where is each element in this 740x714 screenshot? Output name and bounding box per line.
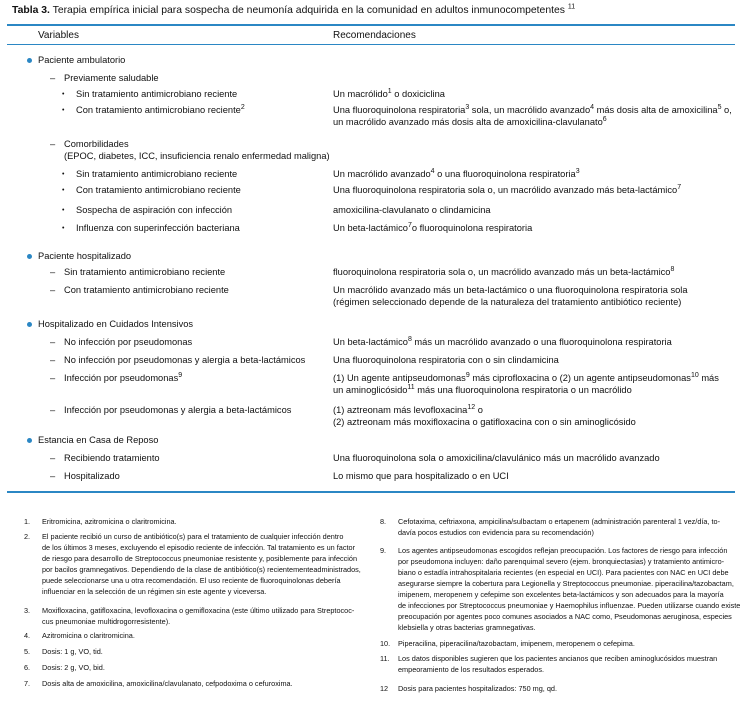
row-label — [38, 54, 125, 66]
row-recommendation-continuation — [333, 296, 733, 308]
row-recommendation — [333, 88, 733, 100]
reference-superscript: 10 — [690, 371, 699, 379]
row-recommendation — [333, 336, 733, 348]
footnote-line: Piperacilina, piperacilina/tazobactam, imipenem, meropenem o cefepima. — [398, 639, 635, 648]
row-label — [76, 222, 240, 234]
reference-superscript: 4 — [430, 167, 435, 175]
row-label — [64, 354, 305, 366]
reference-superscript: 9 — [178, 371, 183, 379]
row-recommendation — [333, 104, 733, 116]
row-label — [38, 434, 158, 446]
row-label-text: Con tratamiento antimicrobiano reciente — [76, 185, 241, 195]
row-label-text: Infección por pseudomonas — [64, 373, 179, 383]
row-label — [64, 284, 229, 296]
row-recommendation — [333, 204, 733, 216]
footnote-number: 11. — [380, 654, 390, 663]
bottom-rule — [7, 491, 735, 493]
row-label-text: Estancia en Casa de Reposo — [38, 435, 159, 445]
row-recommendation-continuation — [333, 116, 733, 128]
bullet-dot — [27, 322, 32, 327]
row-recommendation — [333, 354, 733, 366]
footnote-number: 3. — [24, 606, 31, 615]
top-rule — [7, 24, 735, 26]
row-label — [64, 452, 160, 464]
recommendation-text: más dosis alta de amoxicilina — [594, 105, 718, 115]
footnote-line: Dosis alta de amoxicilina, amoxicilina/clavulanato, cefpodoxima o cefuroxima. — [42, 679, 293, 688]
footnote-line: por bacilos gramnegativos. Dependiendo de la clase de antibiótico(s) recientementeadministrados, — [42, 565, 361, 574]
table-label: Tabla 3. — [12, 5, 50, 16]
footnote-number: 1. — [24, 517, 31, 526]
footnote — [380, 683, 732, 694]
footnote-line: de los últimos 3 meses, excluyendo el episodio reciente de infección. Tal tratamiento es un factor — [42, 543, 355, 552]
reference-superscript: 8 — [670, 265, 675, 273]
reference-superscript: 8 — [407, 335, 412, 343]
recommendation-text: sola, un macrólido avanzado — [469, 105, 591, 115]
footnote-line: por pseudomona incluyen: daño parenquimal severo (ejem. bronquiectasias) y tratamiento antimicro- — [398, 557, 725, 566]
row-label — [64, 138, 129, 150]
dash-marker: – — [50, 373, 56, 383]
reference-superscript: 2 — [240, 103, 245, 111]
footnote-line: Los agentes antipseudomonas escogidos reflejan preocupación. Los factores de riesgo para infección — [398, 546, 728, 555]
footnote-line: Azitromicina o claritromicina. — [42, 631, 135, 640]
row-recommendation — [333, 266, 733, 278]
recommendation-text: un aminoglicósido — [333, 385, 408, 395]
header-variables: Variables — [38, 30, 79, 41]
footnote — [24, 516, 364, 527]
row-label-text: Influenza con superinfección bacteriana — [76, 223, 240, 233]
row-label-text: Paciente ambulatorio — [38, 55, 126, 65]
recommendation-text: o, — [721, 105, 732, 115]
row-label-text: No infección por pseudomonas y alergia a beta-lactámicos — [64, 355, 306, 365]
row-label-text: Recibiendo tratamiento — [64, 453, 160, 463]
footnote-line: cus pneumoniae multidrogorresistente). — [42, 617, 171, 626]
recommendation-text: Una fluoroquinolona respiratoria con o sin clindamicina — [333, 355, 559, 365]
reference-superscript: 9 — [465, 371, 470, 379]
footnote-line: Cefotaxima, ceftriaxona, ampicilina/sulbactam o ertapenem (administración parenteral 1 vez/día, to- — [398, 517, 721, 526]
row-label-text: Previamente saludable — [64, 73, 159, 83]
row-label-text: No infección por pseudomonas — [64, 337, 193, 347]
footnote — [24, 678, 364, 689]
bullet-dot — [27, 254, 32, 259]
row-recommendation-continuation — [333, 384, 733, 396]
row-label — [38, 250, 131, 262]
footnote-line: imipenem, meropenem y cefepime son excelentes beta-lactámicos y son adecuados para la mayoría — [398, 590, 724, 599]
reference-superscript: 11 — [407, 383, 415, 391]
footnote-line: davía pocos estudios con evidencia para su recomendación) — [398, 528, 594, 537]
row-label-text: Infección por pseudomonas y alergia a beta-lactámicos — [64, 405, 292, 415]
row-label — [64, 72, 159, 84]
header-rule — [7, 44, 735, 45]
bullet-marker: • — [62, 107, 65, 114]
row-label — [38, 318, 193, 330]
recommendation-text: más ciprofloxacina o (2) un agente antipseudomonas — [469, 373, 691, 383]
row-label — [64, 372, 182, 384]
reference-superscript: 6 — [602, 115, 607, 123]
dash-marker: – — [50, 355, 56, 365]
recommendation-text: Un macrólido avanzado — [333, 169, 431, 179]
footnote-line: Eritromicina, azitromicina o claritromicina. — [42, 517, 177, 526]
footnote-line: de riesgo para desarrollo de Streptococcus pneumoniae resistente y, posiblemente para infección — [42, 554, 358, 563]
recommendation-text: un macrólido avanzado más dosis alta de amoxicilina-clavulanato — [333, 117, 603, 127]
table-title — [12, 5, 575, 16]
row-label — [64, 404, 291, 416]
bullet-marker: • — [62, 91, 65, 98]
row-label — [64, 266, 225, 278]
row-label — [64, 470, 120, 482]
recommendation-text: (1) Un agente antipseudomonas — [333, 373, 466, 383]
row-label-text: Sin tratamiento antimicrobiano reciente — [76, 89, 238, 99]
bullet-marker: • — [62, 187, 65, 194]
reference-superscript: 1 — [387, 87, 392, 95]
recommendation-text: o fluoroquinolona respiratoria — [411, 223, 533, 233]
footnote-line: asegurarse siempre la cobertura para Legionella y Streptococcus pneumoniae. piperacilina/tazobactam, — [398, 579, 734, 588]
footnote-line: influenciar en la selección de un régimen sin este agente y viceversa. — [42, 587, 267, 596]
footnote-line: Los datos disponibles sugieren que los pacientes ancianos que reciben aminoglucósidos muestran — [398, 654, 718, 663]
bullet-dot — [27, 58, 32, 63]
recommendation-text: (2) aztreonam más moxifloxacina o gatifloxacina con o sin aminoglicósido — [333, 417, 636, 427]
row-label-continuation: (EPOC, diabetes, ICC, insuficiencia renalo enfermedad maligna) — [64, 151, 330, 161]
row-recommendation — [333, 452, 733, 464]
dash-marker: – — [50, 453, 56, 463]
bullet-marker: • — [62, 207, 65, 214]
footnote-number: 9. — [380, 546, 387, 555]
footnote — [380, 653, 732, 675]
reference-superscript: 3 — [465, 103, 470, 111]
table-title-text: Terapia empírica inicial para sospecha de neumonía adquirida en la comunidad en adultos inmunocompetentes — [52, 5, 565, 16]
recommendation-text: Un beta-lactámico — [333, 223, 408, 233]
recommendation-text: Un macrólido avanzado más un beta-lactámico o una fluoroquinolona respiratoria sola — [333, 285, 688, 295]
footnote-number: 2. — [24, 532, 31, 541]
footnote — [24, 646, 364, 657]
recommendation-text: Una fluoroquinolona sola o amoxicilina/clavulánico más un macrólido avanzado — [333, 453, 660, 463]
row-label-text: Sin tratamiento antimicrobiano reciente — [76, 169, 238, 179]
recommendation-text: Una fluoroquinolona respiratoria — [333, 105, 466, 115]
footnote — [380, 638, 732, 649]
row-recommendation — [333, 284, 733, 296]
recommendation-text: (1) aztreonam más levofloxacina — [333, 405, 468, 415]
row-label — [76, 204, 232, 216]
footnote-line: biano o estadía intrahospitalaria recientes (en especial en UCI). Para pacientes con NAC en UCI debe — [398, 568, 729, 577]
row-label-text: Hospitalizado en Cuidados Intensivos — [38, 319, 194, 329]
dash-marker: – — [50, 405, 56, 415]
recommendation-text: o una fluoroquinolona respiratoria — [434, 169, 576, 179]
row-label-text: Comorbilidades — [64, 139, 129, 149]
bullet-dot — [27, 438, 32, 443]
footnote-line: de infecciones por Streptococcus pneumoniae y Haemophilus influenzae. Pueden utilizarse cuando existe — [398, 601, 740, 610]
row-label — [76, 168, 237, 180]
reference-superscript: 12 — [467, 403, 476, 411]
footnote-line: empeoramiento de los resultados esperados. — [398, 665, 545, 674]
row-label-text: Sin tratamiento antimicrobiano reciente — [64, 267, 226, 277]
recommendation-text: o doxiciclina — [391, 89, 445, 99]
recommendation-text: (régimen seleccionado depende de la naturaleza del tratamiento antibiótico reciente) — [333, 297, 682, 307]
row-recommendation — [333, 168, 733, 180]
title-reference: 11 — [567, 3, 576, 11]
recommendation-text: más un macrólido avanzado o una fluoroquinolona respiratoria — [411, 337, 672, 347]
footnote-number: 5. — [24, 647, 31, 656]
reference-superscript: 5 — [717, 103, 722, 111]
footnote-line: Dosis: 1 g, VO, tid. — [42, 647, 103, 656]
footnote — [380, 516, 732, 538]
dash-marker: – — [50, 285, 56, 295]
recommendation-text: más una fluoroquinolona respiratoria o un macrólido — [414, 385, 632, 395]
dash-marker: – — [50, 337, 56, 347]
bullet-marker: • — [62, 225, 65, 232]
footnote — [24, 605, 364, 627]
footnote — [24, 531, 364, 597]
row-label — [76, 104, 245, 116]
row-recommendation-continuation — [333, 416, 733, 428]
footnote-line: klebsiella y otras bacterias gramnegativas. — [398, 623, 536, 632]
footnote-line: Dosis: 2 g, VO, bid. — [42, 663, 105, 672]
row-recommendation — [333, 222, 733, 234]
footnote-line: puede seleccionarse una u otra recomendación. El uso reciente de fluoroquinolonas debería — [42, 576, 341, 585]
recommendation-text: Una fluoroquinolona respiratoria sola o, un macrólido avanzado más beta-lactámico — [333, 185, 678, 195]
reference-superscript: 7 — [407, 221, 412, 229]
row-recommendation — [333, 184, 733, 196]
reference-superscript: 3 — [575, 167, 580, 175]
footnote-number: 12 — [380, 684, 389, 693]
row-label — [76, 184, 241, 196]
footnote-line: El paciente recibió un curso de antibiótico(s) para el tratamiento de cualquier infección dentro — [42, 532, 344, 541]
recommendation-text: más — [698, 373, 719, 383]
recommendation-text: fluoroquinolona respiratoria sola o, un macrólido avanzado más un beta-lactámico — [333, 267, 671, 277]
footnote-number: 7. — [24, 679, 31, 688]
header-recommendations: Recomendaciones — [333, 30, 416, 41]
bullet-marker: • — [62, 171, 65, 178]
row-recommendation — [333, 404, 733, 416]
row-label-text: Con tratamiento antimicrobiano reciente — [76, 105, 241, 115]
footnote-number: 4. — [24, 631, 31, 640]
dash-marker: – — [50, 73, 56, 83]
footnote-line: Dosis para pacientes hospitalizados: 750 mg, qd. — [398, 684, 558, 693]
recommendation-text: o — [475, 405, 483, 415]
footnote — [24, 662, 364, 673]
footnote — [380, 545, 740, 633]
row-label-text: Paciente hospitalizado — [38, 251, 132, 261]
dash-marker: – — [50, 267, 56, 277]
reference-superscript: 7 — [677, 183, 682, 191]
footnote-number: 6. — [24, 663, 31, 672]
footnote-number: 10. — [380, 639, 391, 648]
row-label-text: Hospitalizado — [64, 471, 120, 481]
dash-marker: – — [50, 139, 56, 149]
dash-marker: – — [50, 471, 56, 481]
recommendation-text: Un beta-lactámico — [333, 337, 408, 347]
footnote — [24, 630, 364, 641]
reference-superscript: 4 — [590, 103, 595, 111]
row-label — [76, 88, 237, 100]
row-recommendation — [333, 372, 733, 384]
footnote-number: 8. — [380, 517, 387, 526]
recommendation-text: Lo mismo que para hospitalizado o en UCI — [333, 471, 509, 481]
footnote-line: Moxifloxacina, gatifloxacina, levofloxacina o gemifloxacina (este último utilizado para Streptococ- — [42, 606, 355, 615]
row-recommendation — [333, 470, 733, 482]
row-label-text: Sospecha de aspiración con infección — [76, 205, 233, 215]
row-label — [64, 336, 192, 348]
row-label-text: Con tratamiento antimicrobiano reciente — [64, 285, 229, 295]
recommendation-text: Un macrólido — [333, 89, 388, 99]
recommendation-text: amoxicilina-clavulanato o clindamicina — [333, 205, 491, 215]
footnote-line: preocupación por agentes poco comunes asociados a NAC como, Pseudomonas aeruginosa, especies — [398, 612, 732, 621]
